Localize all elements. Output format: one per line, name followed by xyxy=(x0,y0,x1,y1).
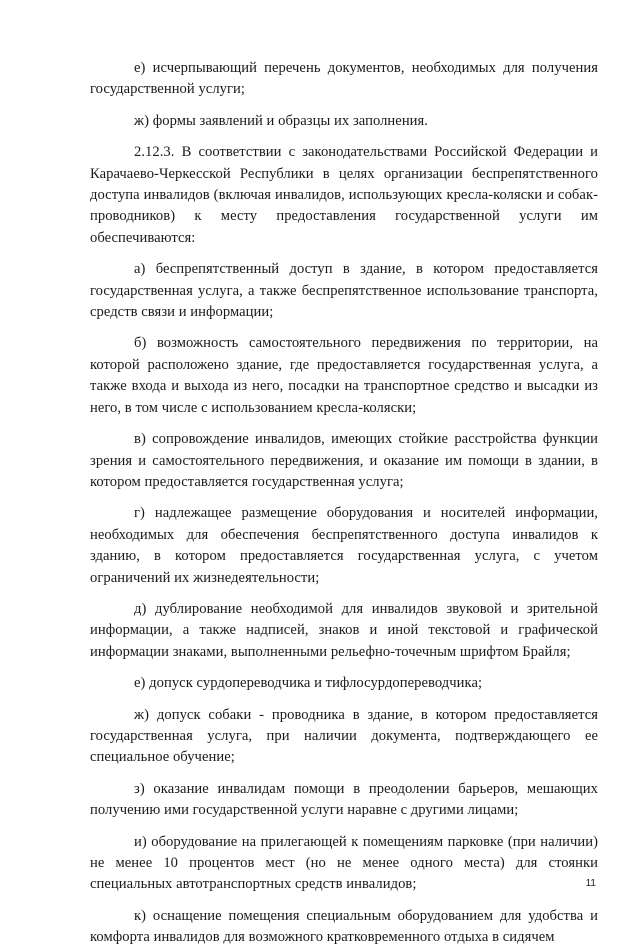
paragraph-item-e-2: е) допуск сурдопереводчика и тифлосурдопереводчика; xyxy=(134,675,483,692)
page-number: 11 xyxy=(585,878,596,889)
paragraph-item-b: б) возможность самостоятельного передвижения по территории, на которой расположено здание, где предоставляется государственная услуга, а также входа и выхода из него, посадки на транспортное средство и высадки из него, в том числе с использованием кресла-коляски; xyxy=(90,335,598,416)
paragraph-item-zh-2: ж) допуск собаки - проводника в здание, в котором предоставляется государственная услуга, при наличии документа, подтверждающего ее специальное обучение; xyxy=(90,706,598,766)
paragraph-item-a: а) беспрепятственный доступ в здание, в котором предоставляется государственная услуга, а также беспрепятственное использование транспорта, средств связи и информации; xyxy=(90,261,598,321)
paragraph-item-i: и) оборудование на прилегающей к помещениям парковке (при наличии) не менее 10 процентов мест (но не менее одного места) для стоянки специальных автотранспортных средств инвалидов; xyxy=(90,833,598,893)
paragraph-item-e: е) исчерпывающий перечень документов, необходимых для получения государственной услуги; xyxy=(90,60,598,98)
paragraph-item-d: д) дублирование необходимой для инвалидов звуковой и зрительной информации, а также надписей, знаков и иной текстовой и графической информации знаками, выполненными рельефно-точечным шрифтом Брайля; xyxy=(90,600,598,660)
paragraph-item-z: з) оказание инвалидам помощи в преодолении барьеров, мешающих получению ими государственной услуги наравне с другими лицами; xyxy=(90,780,598,819)
paragraph-item-v: в) сопровождение инвалидов, имеющих стойкие расстройства функции зрения и самостоятельного передвижения, и оказание им помощи в здании, в котором предоставляется государственная услуга; xyxy=(90,431,598,490)
paragraph-item-k: к) оснащение помещения специальным оборудованием для удобства и комфорта инвалидов для возможного кратковременного отдыха в сидячем xyxy=(90,907,598,946)
paragraph-item-g: г) надлежащее размещение оборудования и носителей информации, необходимых для обеспечения беспрепятственного доступа инвалидов к зданию, в котором предоставляется государственная услуга, с учетом ограничений их жизнедеятельности; xyxy=(90,505,598,586)
paragraph-section-2-12-3: 2.12.3. В соответствии с законодательствами Российской Федерации и Карачаево-Черкесской Республики в целях организации беспрепятственного доступа инвалидов (включая инвалидов, использующих кресла-коляски и собак-проводников) к месту предоставления государственной услуги им обеспечиваются: xyxy=(90,144,598,246)
paragraph-item-zh: ж) формы заявлений и образцы их заполнения. xyxy=(134,112,429,129)
